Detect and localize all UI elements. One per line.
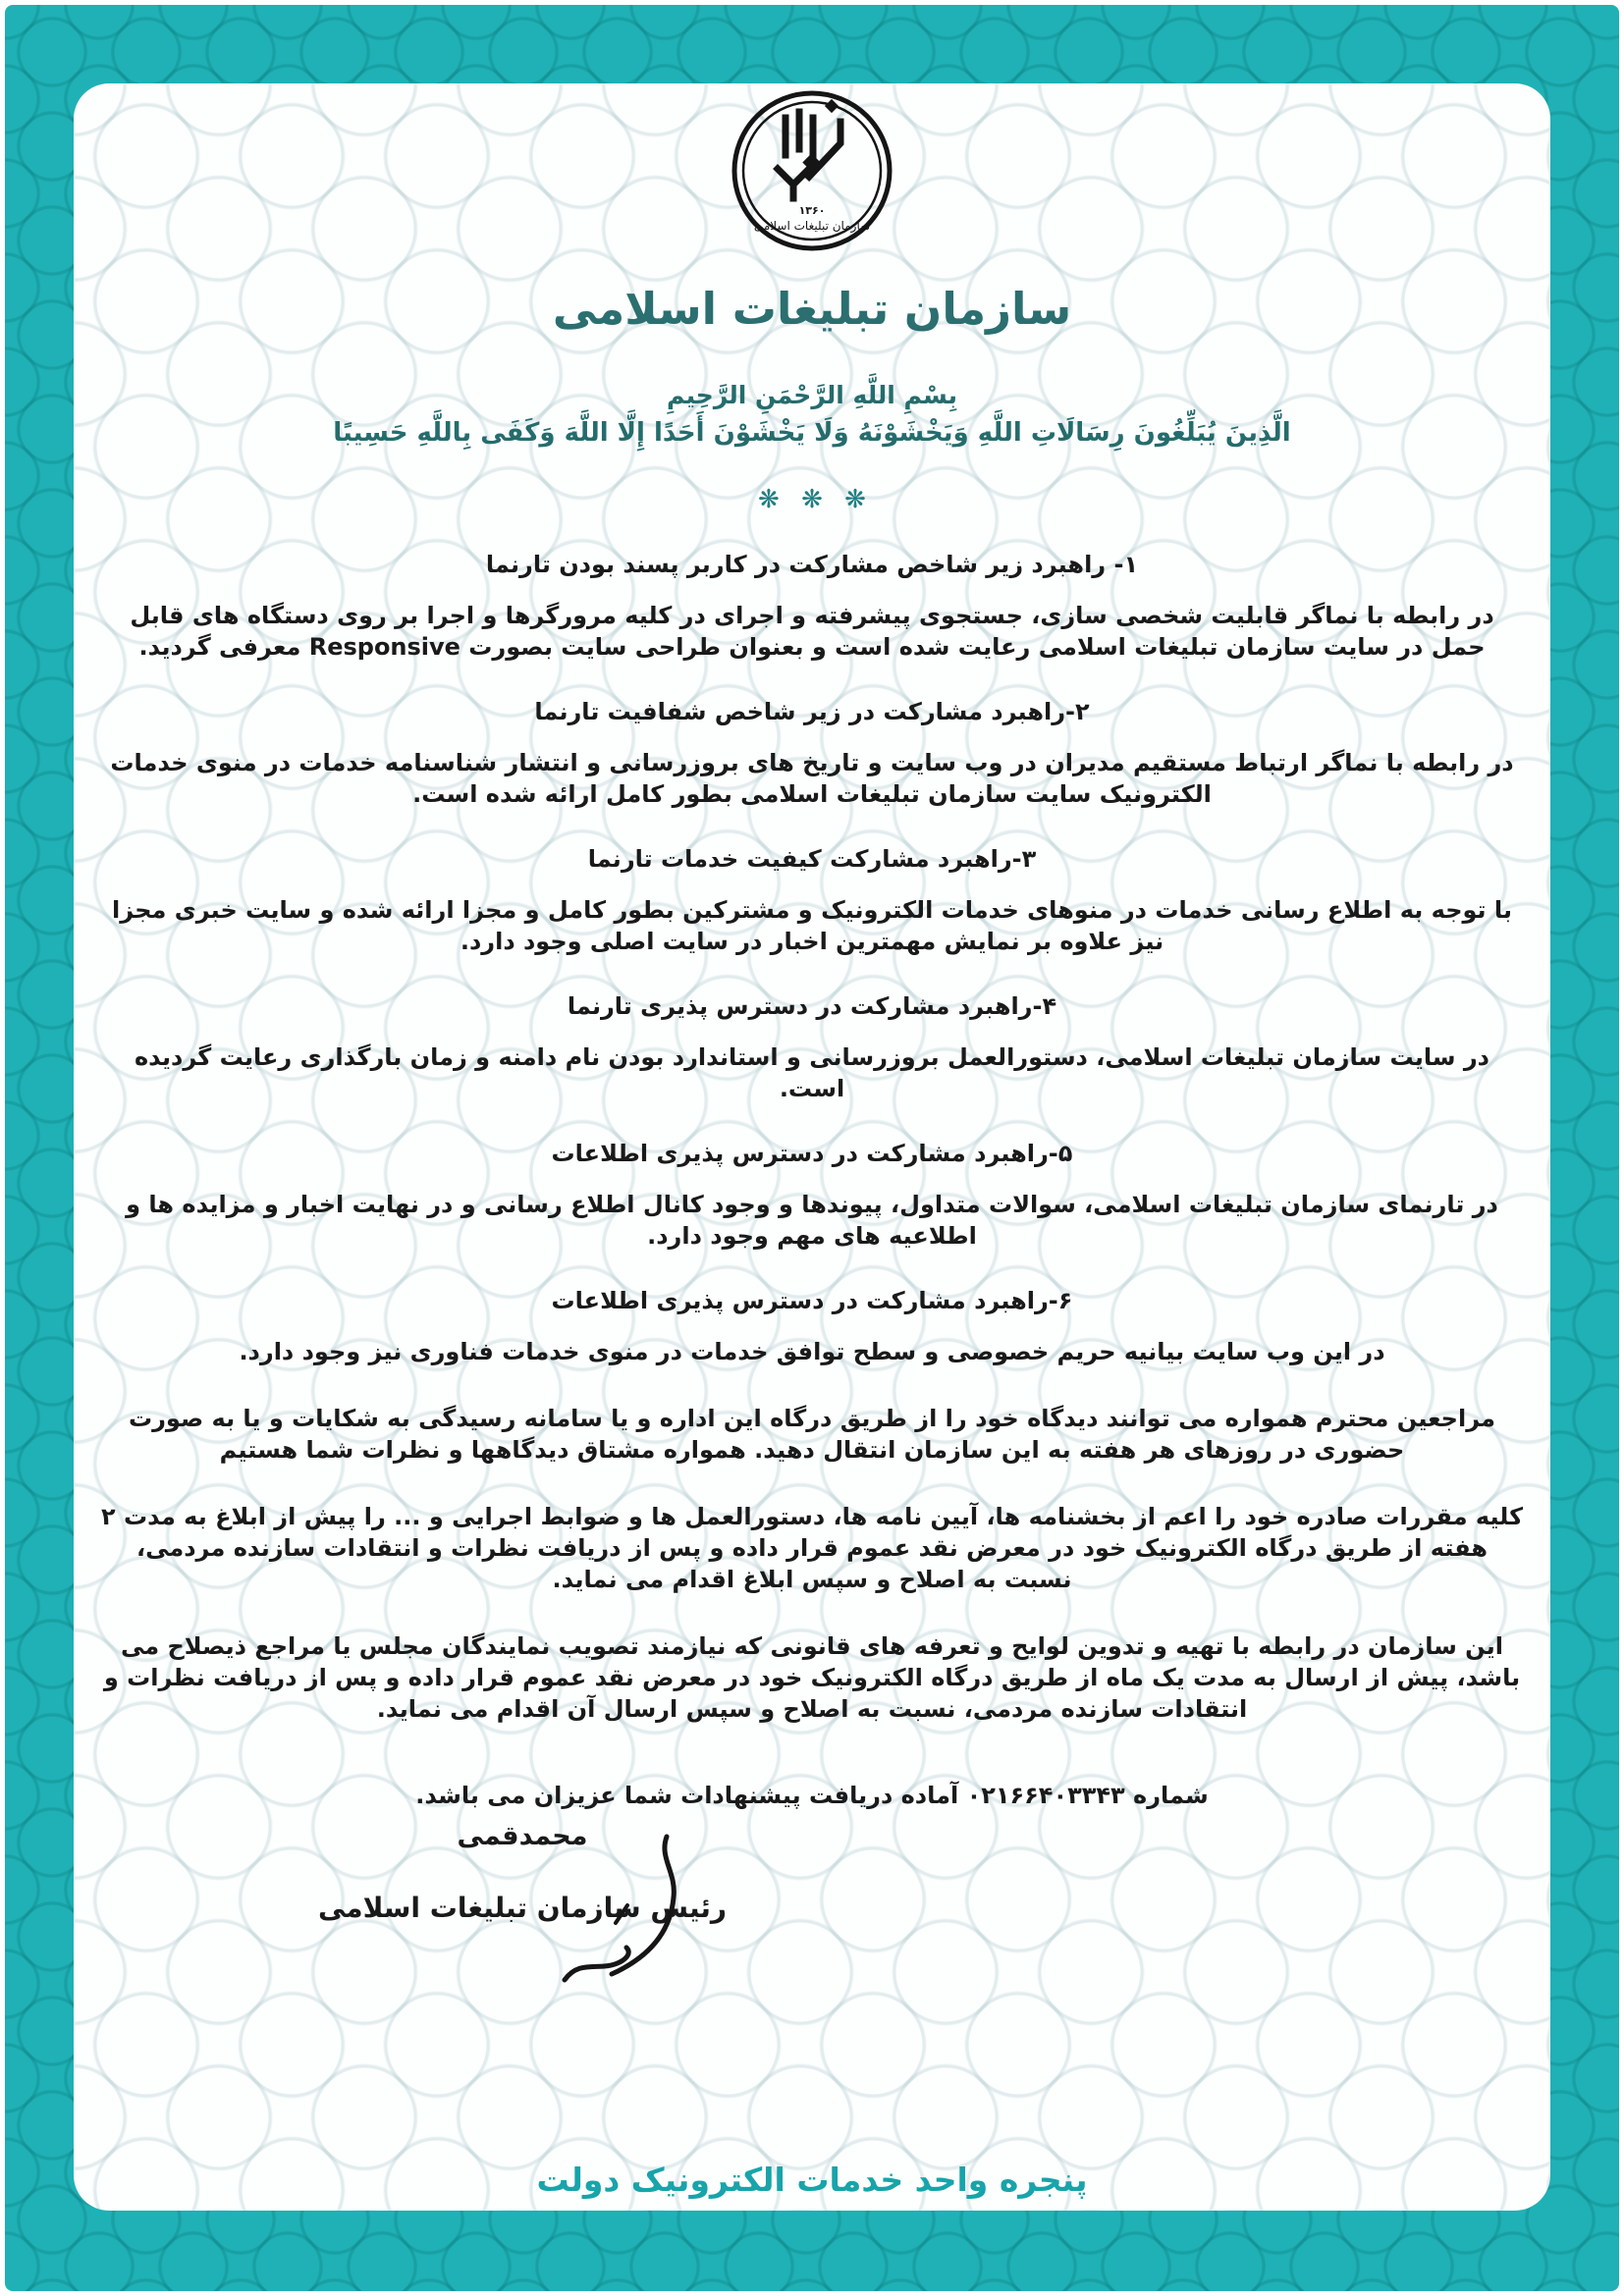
section-3 [99,843,1525,957]
organization-emblem [729,87,895,254]
section-heading: ۳-راهبرد مشارکت کیفیت خدمات تارنما [587,845,1037,873]
organization-name-calligraphy: سازمان تبلیغات اسلامی [552,283,1072,335]
closing-paragraph: مراجعین محترم همواره می توانند دیدگاه خود را از طریق درگاه این اداره و یا سامانه رسیدگی به شکایات و یا به صورت حضوری در روزهای هر هفته به این سازمان انتقال دهید. همواره مشتاق دیدگاهها و نظرات شما هستیم [128,1405,1495,1464]
section-body: در رابطه با نماگر ارتباط مستقیم مدیران در وب سایت و تاریخ های بروزرسانی و انتشار شناسنامه خدمات در منوی خدمات الکترونیک سایت سازمان تبلیغات اسلامی بطور کامل ارائه شده است. [110,749,1514,808]
section-heading: ۵-راهبرد مشارکت در دسترس پذیری اطلاعات [551,1140,1073,1167]
section-heading: ۱- راهبرد زیر شاخص مشارکت در کاربر پسند بودن تارنما [485,551,1139,578]
section-1 [99,549,1525,663]
handwritten-signature-icon [549,1831,706,2002]
emblem-year: ۱۳۶۰ [798,204,826,217]
section-heading: ۴-راهبرد مشارکت در دسترس پذیری تارنما [567,992,1057,1020]
quran-verse: الَّذِينَ يُبَلِّغُونَ رِسَالَاتِ اللَّهِ وَيَخْشَوْنَهُ وَلَا يَخْشَوْنَ أَحَدًا إِلَّا اللَّهَ وَكَفَى بِاللَّهِ حَسِيبًا [333,418,1291,448]
closing-paragraph: کلیه مقررات صادره خود را اعم از بخشنامه ها، آیین نامه ها، دستورالعمل ها و ضوابط اجرایی و ... را پیش از ابلاغ به مدت ۲ هفته از طریق درگاه الکترونیک خود در معرض نقد عموم قرار داده و پس از دریافت نظرات و انتقادات سازنده مردمی، نسبت به اصلاح و سپس ابلاغ اقدام می نماید. [100,1503,1524,1593]
section-heading: ۶-راهبرد مشارکت در دسترس پذیری اطلاعات [551,1287,1073,1314]
section-4 [99,990,1525,1104]
section-5 [99,1138,1525,1252]
section-body: در رابطه با نماگر قابلیت شخصی سازی، جستجوی پیشرفته و اجرای در کلیه مرورگرها و اجرا بر روی دستگاه های قابل حمل در سایت سازمان تبلیغات اسلامی رعایت شده است و بعنوان طراحی سایت بصورت Responsive معرفی گردید. [130,602,1494,661]
bismillah-line: بِسْمِ اللَّهِ الرَّحْمَنِ الرَّحِيمِ [667,381,957,409]
section-body: در تارنمای سازمان تبلیغات اسلامی، سوالات متداول، پیوندها و وجود کانال اطلاع رسانی و در نهایت اخبار و مزایده ها و اطلاعیه های مهم وجود دارد. [126,1191,1498,1250]
letter-content [74,83,1550,2211]
section-body: با توجه به اطلاع رسانی خدمات در منوهای خدمات الکترونیک و مشترکین بطور کامل و مجزا ارائه شده و سایت خبری مجزا نیز علاوه بر نمایش مهمترین اخبار در سایت اصلی وجود دارد. [112,896,1512,955]
emblem-logo-icon [729,87,895,254]
section-body: در سایت سازمان تبلیغات اسلامی، دستورالعمل بروزرسانی و استاندارد بودن نام دامنه و زمان بارگذاری رعایت گردیده است. [135,1043,1489,1102]
signature-block [311,1821,733,2007]
section-body: در این وب سایت بیانیه حریم خصوصی و سطح توافق خدمات در منوی خدمات فناوری نیز وجود دارد. [239,1338,1385,1365]
phone-suggestions-line: شماره ۰۲۱۶۶۴۰۳۳۴۳ آماده دریافت پیشنهادات شما عزیزان می باشد. [415,1782,1209,1809]
emblem-ring-text: سازمان تبلیغات اسلامی [753,219,871,233]
section-6 [99,1285,1525,1367]
signer-name: محمدقمی [457,1821,588,1851]
closing-paragraph: این سازمان در رابطه با تهیه و تدوین لوایح و تعرفه های قانونی که نیازمند تصویب نمایندگان مجلس یا مراجع ذیصلاح می باشد، پیش از ارسال به مدت یک ماه از طریق درگاه الکترونیک خود در معرض نقد عموم قرار داده و پس از دریافت نظرات و انتقادات سازنده مردمی، نسبت به اصلاح و سپس ارسال آن اقدام می نماید. [103,1632,1521,1723]
letter-page [74,83,1550,2211]
signer-title: رئیس سازمان تبلیغات اسلامی [317,1892,728,1924]
allah-calligraphy-mark [778,112,840,198]
page-footer-egov-window: پنجره واحد خدمات الکترونیک دولت [536,2161,1088,2199]
asterisk-ornaments: ❋ ❋ ❋ [758,485,866,514]
calligraphy-diamond-small [825,99,839,113]
section-2 [99,696,1525,810]
section-heading: ۲-راهبرد مشارکت در زیر شاخص شفافیت تارنما [534,698,1090,725]
